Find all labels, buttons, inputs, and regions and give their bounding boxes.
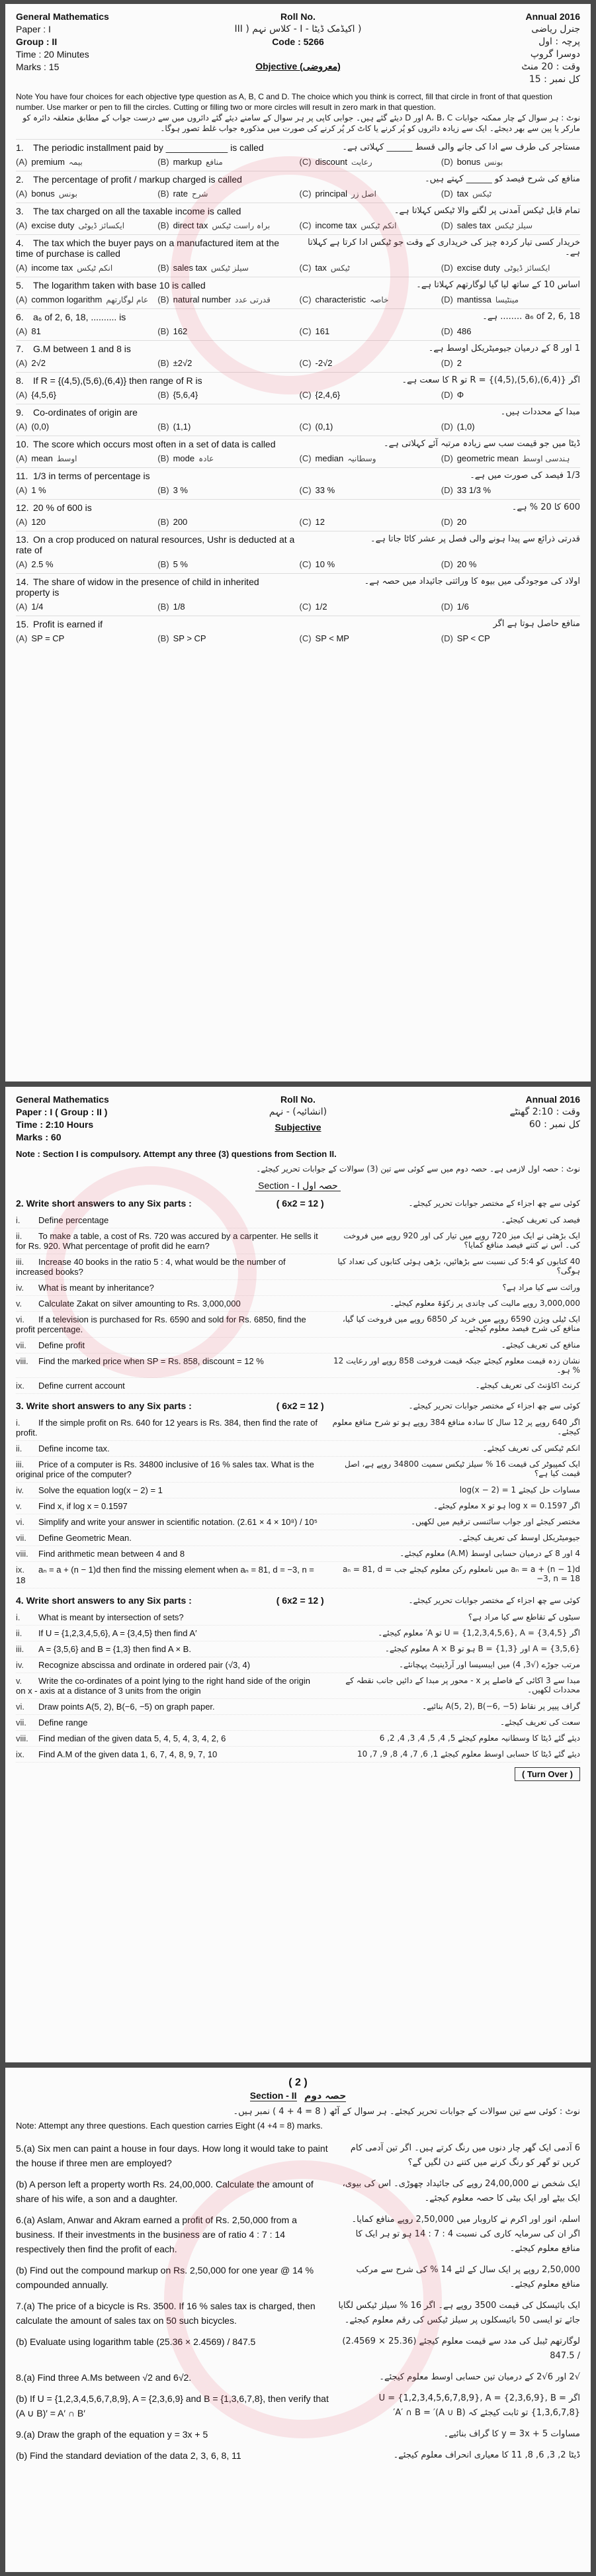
question-heading: 3. Write short answers to any Six parts : ( 6x2 = 12 ) کوئی سے چھ اجزاء کے مختصر جوابات تحریر کیجئے۔ [16, 1401, 580, 1411]
question-heading: 2. Write short answers to any Six parts : ( 6x2 = 12 ) کوئی سے چھ اجزاء کے مختصر جوابات تحریر کیجئے۔ [16, 1198, 580, 1209]
subjective-paper [5, 1087, 591, 2062]
roll-no: Roll No. [280, 11, 316, 22]
paper-code: Code : 5266 [272, 36, 324, 47]
question-part: iv. What is meant by inheritance? وراثت سے کیا مراد ہے؟ [16, 1280, 580, 1296]
section-label: Subjective [275, 1122, 321, 1132]
mcq-option[interactable]: (B) 5 % [157, 559, 188, 569]
mcq-option[interactable]: (D) Φ [441, 390, 464, 400]
note-en: Note You have four choices for each objective type question as A, B, C and D. The choice which you think is correct, fill that circle in front of that question number. Use marker or pen to fill the circles. Cutting or filling two or more circles will result in zero mark in that question. [16, 92, 552, 112]
mcq-question-en: 5. The logarithm taken with base 10 is called [16, 280, 206, 291]
question-part: vii. Define profit منافع کی تعریف کیجئے۔ [16, 1338, 580, 1354]
subjective-note [16, 1149, 580, 1159]
mcq-item [16, 171, 580, 203]
question-part: i. If the simple profit on Rs. 640 for 12 years is Rs. 384, then find the rate of profit. اگر 640 روپے پر 12 سال کا سادہ منافع 384 روپے ہو تو شرح منافع معلوم کیجئے۔ [16, 1415, 580, 1441]
long-question-part: (b) Evaluate using logarithm table (25.36 × 2.4569) / 847.5 لوگارتھم ٹیبل کی مدد سے قیمت معلوم کیجئے (25.36 × 2.4569) / 847.5 [16, 2336, 580, 2361]
mcq-question-ur: مستاجر کی طرف سے ادا کی جانے والی قسط ______ کہلاتی ہے۔ [342, 142, 580, 152]
long-question-part: 5.(a) Six men can paint a house in four days. How long it would take to paint the house if three men are employed? 6 آدمی ایک گھر چار دنوں میں رنگ کرتے ہیں۔ اگر تین آدمی کام کریں تو گھر کو رنگ کرنے میں کتنے دن لگیں گے؟ [16, 2143, 580, 2168]
mcq-option[interactable]: (D) tax ٹیکس [441, 189, 492, 199]
mcq-list [16, 139, 580, 647]
time-label: Time : 2:10 Hours [16, 1119, 94, 1130]
urdu-subject: جنرل ریاضی [531, 24, 580, 34]
mcq-option[interactable]: (D) bonus بونس [441, 157, 503, 167]
mcq-question-ur: اولاد کی موجودگی میں بیوہ کا وراثتی جائیداد میں حصہ ہے۔ [364, 576, 580, 586]
mcq-item [16, 531, 580, 573]
mcq-option[interactable]: (B) 162 [157, 326, 188, 336]
urdu-marks: کل نمبر : 60 [529, 1119, 580, 1130]
question-part: ii. Define income tax. انکم ٹیکس کی تعریف کیجئے۔ [16, 1441, 580, 1457]
question-part: v. Find x, if log x = 0.1597 اگر log x = 0.1597 ہو تو x معلوم کیجئے۔ [16, 1498, 580, 1514]
question-part: viii. Find the marked price when SP = Rs. 858, discount = 12 % نشان زدہ قیمت معلوم کیجئے جبکہ قیمت فروخت 858 روپے اور رعایت 12 % ہو۔ [16, 1354, 580, 1378]
long-question-part: 6.(a) Aslam, Anwar and Akram earned a profit of Rs. 2,50,000 from a business. If their investments in the business are of ratio 4 : 7 : 14 respectively then find the profit of each. اسلم، انور اور اکرم نے کاروبار میں 2,50,000 روپے منافع کمایا۔ اگر ان کی سرمایہ کاری کی نسبت 4 : 7 : 14 ہو تو ہر ایک کا منافع معلوم کیجئے۔ [16, 2215, 580, 2254]
mcq-question-en: 7. G.M between 1 and 8 is [16, 344, 131, 354]
mcq-option[interactable]: (C) income tax انکم ٹیکس [299, 220, 397, 230]
question-part: vi. If a television is purchased for Rs. 6590 and sold for Rs. 6850, find the profit percentage. ایک ٹیلی ویژن 6590 روپے میں خرید کر 6850 روپے میں فروخت کیا گیا، منافع کی شرح فیصد معلوم کیجئے۔ [16, 1312, 580, 1338]
question-heading: 4. Write short answers to any Six parts : ( 6x2 = 12 ) کوئی سے چھ اجزاء کے مختصر جوابات تحریر کیجئے۔ [16, 1595, 580, 1606]
question-part: ii. To make a table, a cost of Rs. 720 was accured by a carpenter. He sells it for Rs. 920. What percentage of profit did he earn? ایک بڑھئی نے ایک میز 720 روپے میں تیار کی اور 920 روپے میں فروخت کی۔ اس نے کتنے فیصد منافع کمایا؟ [16, 1228, 580, 1254]
question-part: v. Write the co-ordinates of a point lying to the right hand side of the origin on x - axis at a distance of 3 units from the origin مبدا سے 3 اکائی کے فاصلے پر x - محور پر مبدا کے دائیں جانب نقطہ کے محددات لکھیں۔ [16, 1673, 580, 1699]
mcq-item [16, 340, 580, 372]
mcq-option[interactable]: (D) SP < CP [441, 633, 490, 643]
paper-label: Paper : I ( Group : II ) [16, 1107, 108, 1117]
objective-paper [5, 4, 591, 1081]
question-part: ix. Find A.M of the given data 1, 6, 7, 4, 8, 9, 7, 10 دیئے گئے ڈیٹا کا حسابی اوسط معلوم کیجئے 1, 6, 7, 4, 8, 9, 7, 10 [16, 1747, 580, 1763]
mcq-option[interactable]: (C) {2,4,6} [299, 390, 341, 400]
long-question-part: (b) If U = {1,2,3,4,5,6,7,8,9}, A = {2,3,6,9} and B = {1,3,6,7,8}, then verify that (A ∪ B)′ = A′ ∩ B′ اگر U = {1,2,3,4,5,6,7,8,9}, A = {2,3,6,9}, B = {1,3,6,7,8} تو ثابت کیجئے کہ (A ∪ B)′ = A′ ∩ B′ [16, 2393, 580, 2418]
urdu-title: (انشائیہ) - نہم [269, 1107, 327, 1117]
note-en: Note : Section I is compulsory. Attempt any three (3) questions from Section II. [16, 1149, 337, 1159]
mcq-option[interactable]: (C) 1/2 [299, 602, 327, 612]
section-i-heading: Section - I حصہ اول [16, 1180, 580, 1191]
urdu-paper: پرچہ : اول [538, 36, 580, 47]
section-label: Objective (معروضی) [255, 61, 341, 71]
question-part: i. Define percentage فیصد کی تعریف کیجئے۔ [16, 1213, 580, 1228]
mcq-item [16, 139, 580, 171]
mcq-option[interactable]: (A) premium بیمہ [16, 157, 83, 167]
question-part: ix. Define current account کرنٹ اکاؤنٹ کی تعریف کیجئے۔ [16, 1378, 580, 1394]
mcq-option[interactable]: (C) median وسطانیہ [299, 453, 376, 463]
mcq-option[interactable]: (B) {5,6,4} [157, 390, 198, 400]
time-label: Time : 20 Minutes [16, 49, 89, 60]
section-ii-note [16, 2121, 580, 2131]
mcq-option[interactable]: (C) principal اصل زر [299, 189, 376, 199]
mcq-question-ur: ڈیٹا میں جو قیمت سب سے زیادہ مرتبہ آئے کہلاتی ہے۔ [383, 439, 580, 449]
mcq-option[interactable]: (D) 486 [441, 326, 472, 336]
question-part: ii. If U = {1,2,3,4,5,6}, A = {3,4,5} then find A′ اگر U = {1,2,3,4,5,6}, A = {3,4,5} تو A′ معلوم کیجئے۔ [16, 1626, 580, 1641]
group-label: Group : II [16, 36, 58, 47]
mcq-item [16, 203, 580, 234]
note-en: Note: Attempt any three questions. Each question carries Eight (4 +4 = 8) marks. [16, 2121, 323, 2131]
mcq-option[interactable]: (D) 33 1/3 % [441, 485, 491, 495]
question-part: iii. Price of a computer is Rs. 34800 inclusive of 16 % sales tax. What is the original price of the computer? ایک کمپیوٹر کی قیمت 16 % سیلز ٹیکس سمیت 34800 روپے ہے، اصل قیمت کیا ہے؟ [16, 1457, 580, 1483]
mcq-option[interactable]: (A) income tax انکم ٹیکس [16, 263, 113, 273]
mcq-question-ur: 1/3 فیصد کی صورت میں ہے۔ [470, 471, 580, 481]
subject: General Mathematics [16, 1094, 109, 1105]
mcq-question-en: 6. a₆ of 2, 6, 18, .......... is [16, 312, 126, 322]
section-ii-heading: Section - II حصہ دوم [249, 2090, 347, 2101]
mcq-item [16, 616, 580, 647]
urdu-title: ( اکیڈمک ڈیٹا - I - کلاس نہم ( III [234, 24, 362, 34]
mcq-question-en: 15. Profit is earned if [16, 619, 103, 629]
mcq-option[interactable]: (D) 1/6 [441, 602, 469, 612]
mcq-question-ur: منافع کی شرح فیصد کو ______ کہتے ہیں۔ [425, 174, 580, 184]
mcq-option[interactable]: (C) 161 [299, 326, 330, 336]
mcq-question-ur: 1 اور 8 کے درمیان جیومیٹریکل اوسط ہے۔ [428, 344, 580, 353]
mcq-option[interactable]: (A) 1/4 [16, 602, 44, 612]
mcq-option[interactable]: (C) characteristic خاصہ [299, 295, 389, 304]
mcq-item [16, 372, 580, 404]
note-ur: نوٹ : ہر سوال کے چار ممکنہ جوابات A، B، C اور D دیئے گئے ہیں۔ جوابی کاپی پر ہر سوال کے سامنے دیئے گئے دائروں میں سے درست جواب کے مطابق متعلقہ دائرہ کو مارکر یا پین سے بھر دیجئے۔ ایک سے زیادہ دائروں کو پُر کرنے یا کاٹ کر پُر کرنے کی صورت میں مذکورہ جواب غلط تصور ہوگا۔ [22, 113, 580, 133]
mcq-question-ur: a₆ of 2, 6, 18 ........ ہے۔ [482, 312, 580, 322]
mcq-item [16, 499, 580, 531]
question-part: iv. Recognize abscissa and ordinate in ordered pair (√3, 4) مرتب جوڑے (√3, 4) میں ایبسیسا اور آرڈینیٹ پہچانئے۔ [16, 1657, 580, 1673]
long-question-part: 9.(a) Draw the graph of the equation y = 3x + 5 مساوات y = 3x + 5 کا گراف بنائیے۔ [16, 2429, 580, 2440]
mcq-option[interactable]: (B) SP > CP [157, 633, 206, 643]
mcq-option[interactable]: (C) tax ٹیکس [299, 263, 350, 273]
mcq-option[interactable]: (B) natural number قدرتی عدد [157, 295, 271, 304]
urdu-group: دوسرا گروپ [530, 49, 580, 60]
mcq-option[interactable]: (C) 12 [299, 517, 325, 527]
mcq-option[interactable]: (B) sales tax سیلز ٹیکس [157, 263, 249, 273]
question-part: vii. Define range سعت کی تعریف کیجئے۔ [16, 1715, 580, 1731]
mcq-option[interactable]: (A) 2√2 [16, 358, 46, 368]
mcq-option[interactable]: (D) 20 [441, 517, 467, 527]
mcq-item [16, 277, 580, 308]
question-q3 [16, 1401, 580, 1588]
question-q4 [16, 1595, 580, 1763]
subjective-header [16, 1093, 580, 1144]
mcq-question-ur: تمام قابل ٹیکس آمدنی پر لگنے والا ٹیکس کہلاتا ہے۔ [394, 206, 580, 216]
mcq-question-ur: اساس 10 کے ساتھ لیا گیا لوگارتھم کہلاتا ہے۔ [416, 280, 580, 290]
mcq-option[interactable]: (B) mode عادہ [157, 453, 214, 463]
urdu-time: وقت : 2:10 گھنٹے [509, 1107, 580, 1117]
mcq-option[interactable]: (C) -2√2 [299, 358, 333, 368]
mcq-option[interactable]: (C) 10 % [299, 559, 335, 569]
question-part: iii. Increase 40 books in the ratio 5 : 4, what would be the number of increased books? 40 کتابوں کو 5:4 کی نسبت سے بڑھائیں، بڑھی ہوئی کتابوں کی تعداد کیا ہوگی؟ [16, 1254, 580, 1280]
mcq-option[interactable]: (B) 3 % [157, 485, 188, 495]
mcq-option[interactable]: (A) excise duty ایکسائز ڈیوٹی [16, 220, 125, 230]
long-questions [16, 2141, 580, 2463]
mcq-question-ur: اگر R = {(4,5),(5,6),(6,4)} تو R کا سعت ہے۔ [402, 375, 580, 385]
mcq-item [16, 404, 580, 436]
mcq-option[interactable]: (D) 2 [441, 358, 462, 368]
annual-label: Annual 2016 [525, 1094, 580, 1105]
mcq-option[interactable]: (D) mantissa مینٹیسا [441, 295, 519, 304]
short-questions [16, 1198, 580, 1763]
urdu-time: وقت : 20 منٹ [521, 62, 580, 72]
mcq-option[interactable]: (B) (1,1) [157, 422, 191, 432]
mcq-question-en: 14. The share of widow in the presence of child in inherited property is [16, 576, 259, 598]
page-number: ( 2 ) [288, 2077, 308, 2088]
section-ii-paper [5, 2068, 591, 2572]
mcq-option[interactable]: (B) direct tax براہ راست ٹیکس [157, 220, 271, 230]
mcq-option[interactable]: (B) 200 [157, 517, 188, 527]
mcq-option[interactable]: (D) sales tax سیلز ٹیکس [441, 220, 533, 230]
mcq-item [16, 573, 580, 616]
mcq-question-en: 2. The percentage of profit / markup charged is called [16, 174, 242, 185]
mcq-option[interactable]: (D) (1,0) [441, 422, 475, 432]
question-part: vi. Simplify and write your answer in scientific notation. (2.61 × 4 × 10⁸) / 10⁵ مختصر کیجئے اور جواب سائنسی ترقیم میں لکھیں۔ [16, 1514, 580, 1530]
mcq-question-en: 1. The periodic installment paid by ____________ is called [16, 142, 264, 153]
mcq-question-ur: قدرتی ذرائع سے پیدا ہونے والی فصل پر عشر کاٹا جاتا ہے۔ [370, 534, 580, 544]
long-question-part: (b) Find out the compound markup on Rs. 2,50,000 for one year @ 14 % compounded annually. 2,50,000 روپے پر ایک سال کے لئے 14 % کی شرح سے مرکب منافع معلوم کیجئے۔ [16, 2265, 580, 2290]
mcq-option[interactable]: (A) (0,0) [16, 422, 50, 432]
mcq-item [16, 436, 580, 467]
mcq-question-en: 13. On a crop produced on natural resources, Ushr is deducted at a rate of [16, 534, 295, 555]
question-part: ix. aₙ = a + (n − 1)d then find the missing element when aₙ = 81, d = −3, n = 18 aₙ = a + (n − 1)d میں نامعلوم رکن معلوم کیجئے جب aₙ = 81, d = −3, n = 18 [16, 1562, 580, 1588]
mcq-option[interactable]: (C) 33 % [299, 485, 335, 495]
mcq-option[interactable]: (A) 1 % [16, 485, 46, 495]
paper-label: Paper : I [16, 24, 51, 34]
question-q2 [16, 1198, 580, 1394]
mcq-question-en: 10. The score which occurs most often in a set of data is called [16, 439, 276, 449]
mcq-option[interactable]: (C) discount رعایت [299, 157, 372, 167]
question-part: i. What is meant by intersection of sets? سیٹوں کے تقاطع سے کیا مراد ہے؟ [16, 1610, 580, 1626]
mcq-question-ur: مبدا کے محددات ہیں۔ [500, 407, 580, 417]
mcq-option[interactable]: (B) ±2√2 [157, 358, 192, 368]
mcq-question-ur: خریدار کسی تیار کردہ چیز کی خریداری کے وقت جو ٹیکس ادا کرتا ہے کہلاتا ہے۔ [308, 238, 580, 257]
question-part: viii. Find arithmetic mean between 4 and 8 4 اور 8 کے درمیان حسابی اوسط (A.M) معلوم کیجئے۔ [16, 1546, 580, 1562]
long-question-part: (b) Find the standard deviation of the data 2, 3, 6, 8, 11 ڈیٹا 2, 3, 6, 8, 11 کا معیاری انحراف معلوم کیجئے۔ [16, 2450, 580, 2461]
marks-label: Marks : 60 [16, 1132, 62, 1142]
mcq-option[interactable]: (A) 2.5 % [16, 559, 54, 569]
mcq-question-en: 3. The tax charged on all the taxable income is called [16, 206, 241, 216]
mcq-option[interactable]: (D) excise duty ایکسائز ڈیوٹی [441, 263, 550, 273]
mcq-option[interactable]: (D) geometric mean ہندسی اوسط [441, 453, 570, 463]
mcq-question-en: 12. 20 % of 600 is [16, 502, 92, 513]
long-question-part: 7.(a) The price of a bicycle is Rs. 3500. If 16 % sales tax is charged, then calculate the amount of sales tax on 50 such bicycles. ایک بائیسکل کی قیمت 3500 روپے ہے۔ اگر 16 % سیلز ٹیکس لگایا جائے تو ایسی 50 بائیسکلوں پر سیلز ٹیکس کی رقم معلوم کیجئے۔ [16, 2301, 580, 2326]
question-part: iv. Solve the equation log(x − 2) = 1 مساوات حل کیجئے log(x − 2) = 1 [16, 1483, 580, 1498]
subject: General Mathematics [16, 11, 109, 22]
mcq-option[interactable]: (A) SP = CP [16, 633, 65, 643]
mcq-option[interactable]: (B) 1/8 [157, 602, 185, 612]
mcq-item [16, 234, 580, 277]
long-question-part: 8.(a) Find three A.Ms between √2 and 6√2. √2 اور 6√2 کے درمیان تین حسابی اوسط معلوم کیجئے۔ [16, 2372, 580, 2383]
mcq-question-en: 11. 1/3 in terms of percentage is [16, 471, 150, 481]
mcq-option[interactable]: (B) rate شرح [157, 189, 208, 199]
note-ur: نوٹ : کوئی سے تین سوالات کے جوابات تحریر کیجئے۔ ہر سوال کے آٹھ ( 8 = 4 + 4 ) نمبر ہیں۔ [233, 2107, 580, 2117]
mcq-option[interactable]: (A) common logarithm عام لوگارتھم [16, 295, 149, 304]
marks-label: Marks : 15 [16, 62, 60, 72]
question-part: v. Calculate Zakat on silver amounting to Rs. 3,000,000 3,000,000 روپے مالیت کی چاندی پر زکوٰۃ معلوم کیجئے۔ [16, 1296, 580, 1312]
question-part: vii. Define Geometric Mean. جیومیٹریکل اوسط کی تعریف کیجئے۔ [16, 1530, 580, 1546]
objective-header [16, 11, 580, 86]
mcq-option[interactable]: (A) bonus بونس [16, 189, 77, 199]
roll-no: Roll No. [280, 1094, 316, 1105]
turn-over: ( Turn Over ) [16, 1769, 580, 1779]
mcq-option[interactable]: (A) mean اوسط [16, 453, 77, 463]
mcq-option[interactable]: (C) (0,1) [299, 422, 333, 432]
mcq-item [16, 467, 580, 499]
question-part: vi. Draw points A(5, 2), B(−6, −5) on graph paper. گراف پیپر پر نقاط A(5, 2), B(−6, −5) بنائیے۔ [16, 1699, 580, 1715]
mcq-question-ur: 600 کا 20 % ہے۔ [511, 502, 580, 512]
mcq-option[interactable]: (B) markup منافع [157, 157, 223, 167]
note-ur: نوٹ : حصہ اول لازمی ہے۔ حصہ دوم میں سے کوئی سے تین (3) سوالات کے جوابات تحریر کیجئے۔ [256, 1164, 580, 1173]
mcq-option[interactable]: (A) 120 [16, 517, 46, 527]
mcq-option[interactable]: (D) 20 % [441, 559, 477, 569]
annual-label: Annual 2016 [525, 11, 580, 22]
mcq-question-en: 8. If R = {(4,5),(5,6),(6,4)} then range of R is [16, 375, 202, 386]
mcq-question-ur: منافع حاصل ہوتا ہے اگر [493, 619, 580, 629]
mcq-option[interactable]: (C) SP < MP [299, 633, 349, 643]
question-part: iii. A = {3,5,6} and B = {1,3} then find A × B. A = {3,5,6} اور B = {1,3} ہو تو A × B معلوم کیجئے۔ [16, 1641, 580, 1657]
mcq-question-en: 9. Co-ordinates of origin are [16, 407, 138, 418]
mcq-question-en: 4. The tax which the buyer pays on a manufactured item at the time of purchase is called [16, 238, 279, 259]
question-part: viii. Find median of the given data 5, 4, 5, 4, 3, 4, 2, 6 دیئے گئے ڈیٹا کا وسطانیہ معلوم کیجئے 5, 4, 5, 4, 3, 4, 2, 6 [16, 1731, 580, 1747]
objective-note [16, 91, 580, 134]
mcq-option[interactable]: (A) {4,5,6} [16, 390, 56, 400]
mcq-item [16, 308, 580, 340]
urdu-marks: کل نمبر : 15 [529, 74, 580, 85]
long-question-part: (b) A person left a property worth Rs. 24,00,000. Calculate the amount of share of his wife, a son and a daughter. ایک شخص نے 24,00,000 روپے کی جائیداد چھوڑی۔ اس کی بیوی، ایک بیٹے اور ایک بیٹی کا حصہ معلوم کیجئے۔ [16, 2179, 580, 2204]
mcq-option[interactable]: (A) 81 [16, 326, 41, 336]
